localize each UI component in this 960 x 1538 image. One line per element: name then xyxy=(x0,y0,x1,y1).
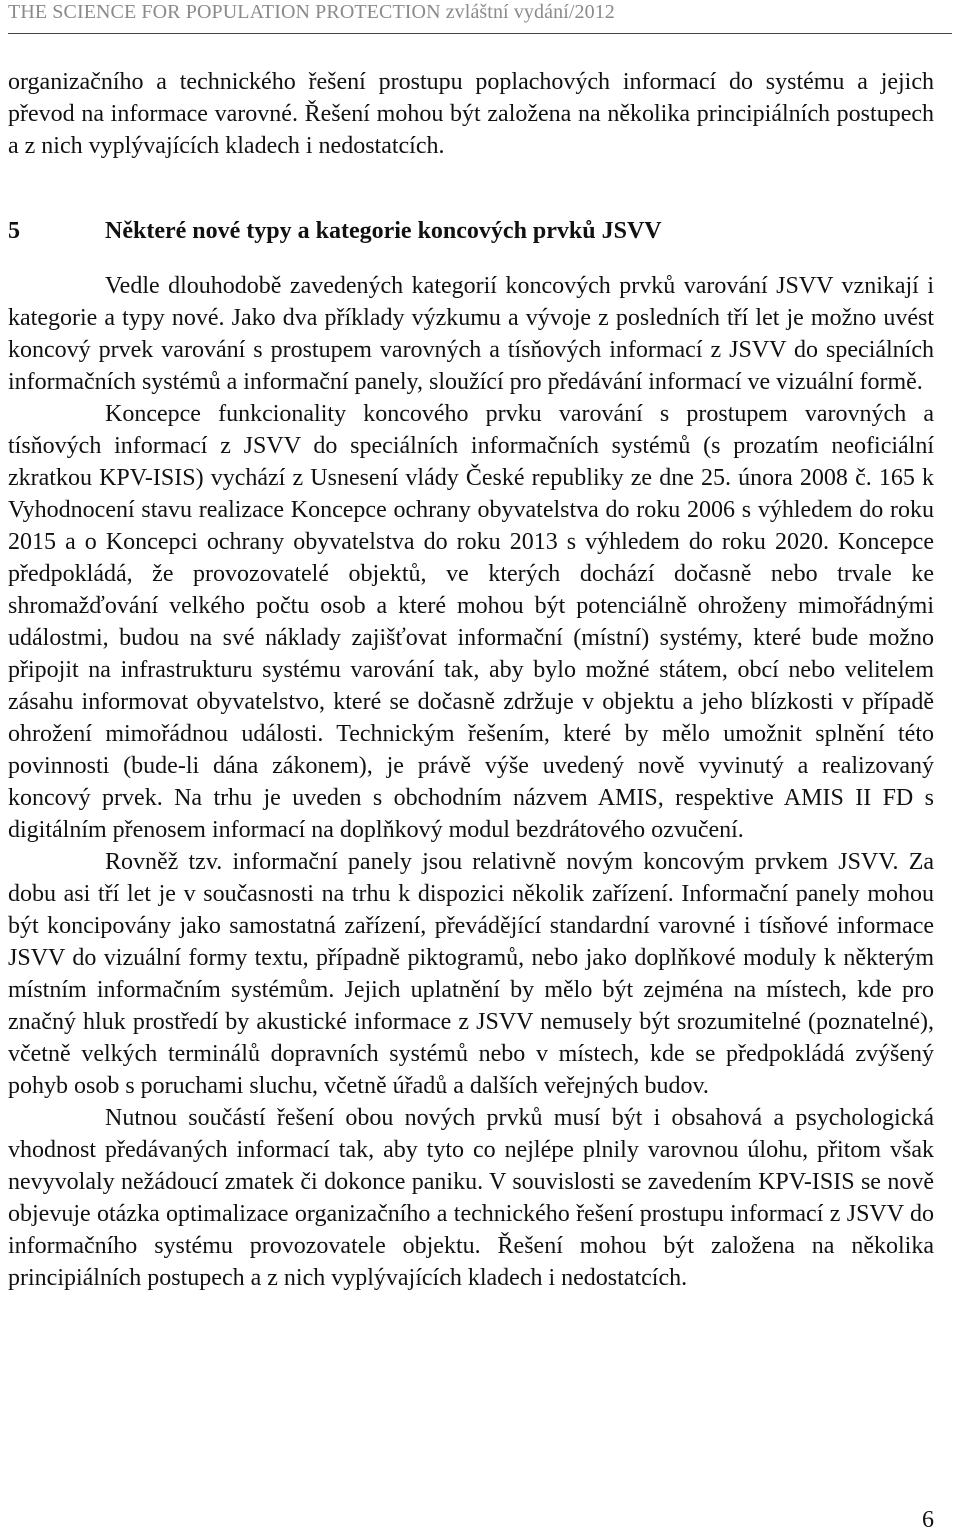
paragraph-1: Vedle dlouhodobě zavedených kategorií koncových prvků varování JSVV vznikají i kategorie a typy nové. Jako dva příklady výzkumu a vývoje z posledních tří let je možno uvést koncový prvek varování s prostupem varovných a tísňových informací z JSVV do speciálních informačních systémů a informační panely, sloužící pro předávání informací ve vizuální formě. xyxy=(8,273,934,395)
paragraph-2: Koncepce funkcionality koncového prvku varování s prostupem varovných a tísňových informací z JSVV do speciálních informačních systémů (s prozatím neoficiální zkratkou KPV-ISIS) vychází z Usnesení vlády České republiky ze dne 25. února 2008 č. 165 k Vyhodnocení stavu realizace Koncepce ochrany obyvatelstva do roku 2006 s výhledem do roku 2015 a o Koncepci ochrany obyvatelstva do roku 2013 s výhledem do roku 2020. Koncepce předpokládá, že provozovatelé objektů, ve kterých dochází dočasně nebo trvale ke shromažďování velkého počtu osob a které mohou být potenciálně ohroženy mimořádnými událostmi, budou na své náklady zajišťovat informační (místní) systémy, které bude možno připojit na infrastrukturu systému varování tak, aby bylo možné státem, obcí nebo velitelem zásahu informovat obyvatelstvo, které se dočasně zdržuje v objektu a jeho blízkosti v případě ohrožení mimořádnou události. Technickým řešením, které by mělo umožnit splnění této povinnosti (bude-li dána zákonem), je právě výše uvedený nově vyvinutý a realizovaný koncový prvek. Na trhu je uveden s obchodním názvem AMIS, respektive AMIS II FD s digitálním přenosem informací na doplňkový modul bezdrátového ozvučení. xyxy=(8,401,934,843)
section-title: Některé nové typy a kategorie koncových prvků JSVV xyxy=(105,218,662,244)
intro-paragraph: organizačního a technického řešení prostupu poplachových informací do systému a jejich převod na informace varovné. Řešení mohou být založena na několika principiálních postupech a z nich vyplývajících kladech i nedostatcích. xyxy=(8,69,934,159)
section-heading xyxy=(8,162,934,270)
running-header: THE SCIENCE FOR POPULATION PROTECTION zvláštní vydání/2012 xyxy=(8,1,615,23)
paragraph-4: Nutnou součástí řešení obou nových prvků musí být i obsahová a psychologická vhodnost předávaných informací tak, aby tyto co nejlépe plnily varovnou úlohu, přitom však nevyvolaly nežádoucí zmatek či dokonce paniku. V souvislosti se zavedením KPV-ISIS se nově objevuje otázka optimalizace organizačního a technického řešení prostupu informací z JSVV do informačního systému provozovatele objektu. Řešení mohou být založena na několika principiálních postupech a z nich vyplývajících kladech i nedostatcích. xyxy=(8,1105,934,1291)
section-number: 5 xyxy=(8,218,20,244)
paragraph-3: Rovněž tzv. informační panely jsou relativně novým koncovým prvkem JSVV. Za dobu asi tří let je v současnosti na trhu k dispozici několik zařízení. Informační panely mohou být koncipovány jako samostatná zařízení, převádějící standardní varovné i tísňové informace JSVV do vizuální formy textu, případně piktogramů, nebo jako doplňkové moduly k některým místním informačním systémům. Jejich uplatnění by mělo být zejména na místech, kde pro značný hluk prostředí by akustické informace z JSVV nemusely být srozumitelné (poznatelné), včetně velkých terminálů dopravních systémů nebo v místech, kde se předpokládá zvýšený pohyb osob s poruchami sluchu, včetně úřadů a dalších veřejných budov. xyxy=(8,849,934,1099)
article-body xyxy=(8,66,934,1294)
header-divider xyxy=(8,33,952,34)
page-number: 6 xyxy=(922,1507,934,1533)
